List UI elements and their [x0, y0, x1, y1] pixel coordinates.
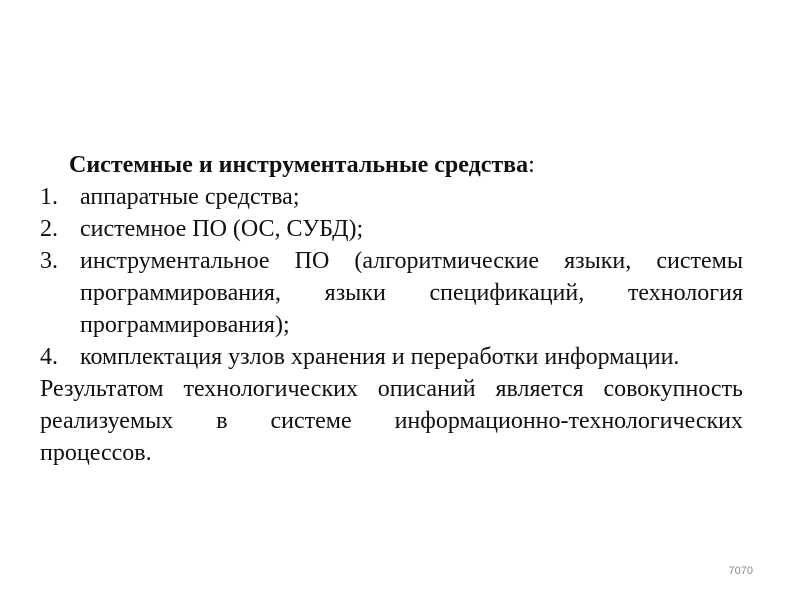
list-item-number: 4. — [40, 344, 58, 370]
heading-text: Системные и инструментальные средства — [69, 152, 529, 178]
list-item-text: аппаратные средства; — [80, 184, 300, 210]
page-number: 7070 — [728, 565, 753, 577]
list-item-2 — [40, 213, 743, 245]
slide-heading — [40, 149, 743, 181]
list-item-text: инструментальное ПО (алгоритмические языки, системы программирования, языки спецификаций, технология программирования); — [80, 248, 743, 338]
list-item-4 — [40, 341, 743, 373]
list-item-3 — [40, 245, 743, 341]
numbered-list — [40, 181, 743, 373]
list-item-number: 1. — [40, 184, 58, 210]
list-item-number: 3. — [40, 248, 58, 274]
slide-content — [40, 149, 743, 469]
list-item-1 — [40, 181, 743, 213]
list-item-number: 2. — [40, 216, 58, 242]
list-item-text: комплектация узлов хранения и переработки информации. — [80, 344, 680, 370]
heading-colon: : — [528, 152, 535, 178]
conclusion-paragraph: Результатом технологических описаний является совокупность реализуемых в системе информационно-технологических процессов. — [40, 376, 743, 466]
list-item-text: системное ПО (ОС, СУБД); — [80, 216, 364, 242]
